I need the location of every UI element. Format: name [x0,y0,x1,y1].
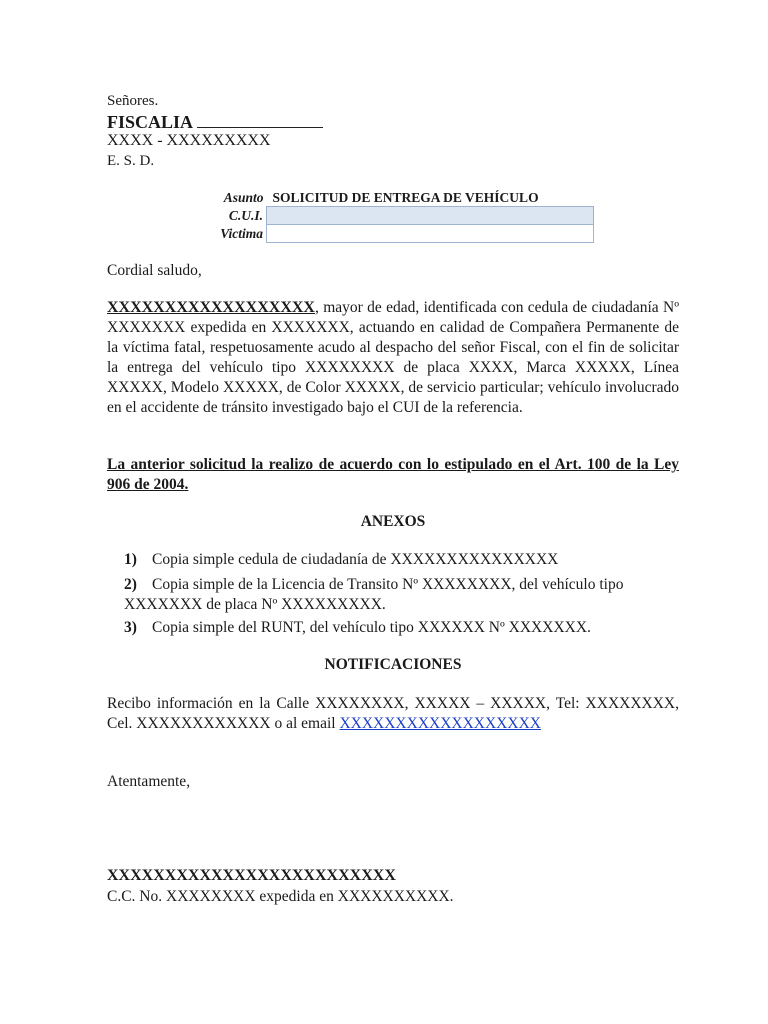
anexo-text: Copia simple cedula de ciudadanía de XXXXXXXXXXXXXXX [152,551,559,568]
notificaciones-text: Recibo información en la Calle XXXXXXXX, XXXXX – XXXXX, Tel: XXXXXXXX, Cel. XXXXXXXXXXXX o al email [107,695,679,732]
reference-table [207,189,594,243]
fiscalia-line [107,111,323,133]
greeting: Cordial saludo, [107,262,202,279]
esd-line: E. S. D. [107,153,155,169]
legal-basis: La anterior solicitud la realizo de acuerdo con lo estipulado en el Art. 100 de la Ley 906 de 2004. [107,456,679,493]
closing: Atentamente, [107,773,191,790]
asunto-row [207,189,594,207]
victima-row [207,225,594,243]
anexo-text: Copia simple del RUNT, del vehículo tipo XXXXXX Nº XXXXXXX. [152,619,591,636]
notificaciones-paragraph [107,694,679,734]
anexo-number: 1) [124,551,137,568]
victima-field[interactable] [267,225,594,243]
code-line: XXXX - XXXXXXXXX [107,132,271,149]
body-paragraph [107,298,679,418]
cui-label: C.U.I. [228,208,263,223]
anexo-text: Copia simple de la Licencia de Transito Nº XXXXXXXX, del vehículo tipo XXXXXXX de placa Nº XXXXXXXXX. [124,576,624,613]
cui-row [207,207,594,225]
anexos-title: ANEXOS [360,513,426,530]
asunto-value: SOLICITUD DE ENTREGA DE VEHÍCULO [272,190,539,205]
cui-field[interactable] [267,207,594,225]
anexo-item [124,618,679,638]
anexo-number: 3) [124,619,137,636]
victima-label: Victima [220,226,263,241]
fiscalia-label: FISCALIA [107,112,194,132]
anexo-number: 2) [124,576,137,593]
signature-cc-line: C.C. No. XXXXXXXX expedida en XXXXXXXXXX. [107,888,454,905]
signature-name: XXXXXXXXXXXXXXXXXXXXXXXXX [107,867,396,884]
notificaciones-title: NOTIFICACIONES [324,656,462,673]
applicant-name: XXXXXXXXXXXXXXXXXX [107,299,315,316]
anexo-item [124,550,679,570]
fiscalia-blank-underline [197,111,323,128]
email-link[interactable]: XXXXXXXXXXXXXXXXXX [339,715,541,732]
salutation: Señores. [107,93,159,109]
body-text: , mayor de edad, identificada con cedula de ciudadanía Nº XXXXXXX expedida en XXXXXXX, actuando en calidad de Compañera Permanente de la víctima fatal, respetuosamente acudo al despacho del señor Fiscal, con el fin de solicitar la entrega del vehículo tipo XXXXXXXX de placa XXXX, Marca XXXXX, Línea XXXXX, Modelo XXXXX, de Color XXXXX, de servicio particular; vehículo involucrado en el accidente de tránsito investigado bajo el CUI de la referencia. [107,299,679,416]
anexo-item [124,575,679,615]
asunto-label: Asunto [223,190,264,206]
